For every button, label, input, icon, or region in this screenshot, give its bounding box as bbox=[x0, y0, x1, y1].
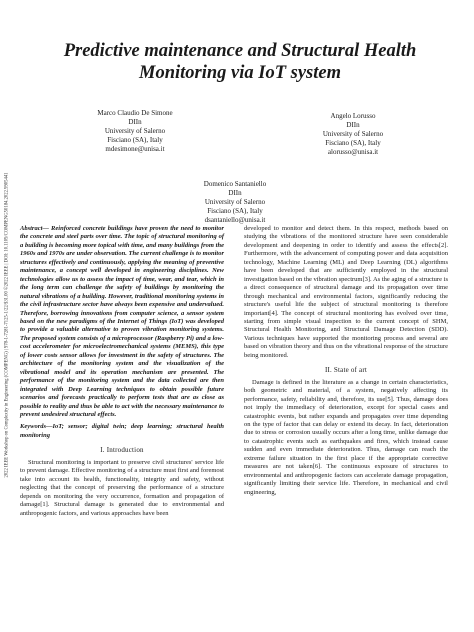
author-dept: DIIn bbox=[346, 121, 360, 129]
author-university: University of Salerno bbox=[204, 198, 266, 206]
body-paragraph: developed to monitor and detect them. In this respect, methods based on studying the vibrations of the monitored structure have seen considerable development and deepening in order to identify and assess the effects[2]. Furthermore, with the advancement of computing power and data acquisition technology, Machine Learning (ML) and Deep Learning (DL) algorithms have been developed that are sufficiently employed in the structural investigation based on the vibration spectrum[3]. As the aging of a structure is a direct consequence of structural damage and its propagation over time through mechanical and environmental factors, significantly reducing the structure's useful life the subject of structural monitoring is therefore important[4]. The concept of structural monitoring has evolved over time, starting from simple visual inspection to the current concept of SHM, Structural Health Monitoring, and Structural Damage Detection (SDD). Various techniques have supported the monitoring process and several are based on vibration theory and thus on the vibrational response of the structure being monitored. bbox=[244, 225, 448, 359]
author-block-2 bbox=[278, 112, 428, 157]
author-email: dsantaniello@unisa.it bbox=[204, 216, 266, 224]
author-email: mdesimone@unisa.it bbox=[105, 145, 165, 153]
author-dept: DIIn bbox=[228, 189, 242, 197]
author-university: University of Salerno bbox=[104, 127, 166, 135]
introduction-paragraph: Structural monitoring is important to preserve civil structures' service life to prevent damage. Effective monitoring of a structure must first and foremost take into account its health, functionality, integrity and safety, without neglecting that the concept of preserving the performance of a structure depends on monitoring the very occurrence, formation and propagation of damage[1]. Structural damage is generated due to environmental and anthropogenic factors, and various approaches have been bbox=[20, 458, 224, 517]
keywords: Keywords—IoT; sensor; digital twin; deep learning; structural health monitoring bbox=[20, 423, 224, 439]
author-city: Fisciano (SA), Italy bbox=[107, 136, 163, 144]
title-line-2: Monitoring via IoT system bbox=[139, 63, 341, 83]
author-block-1 bbox=[60, 109, 210, 154]
paper-title bbox=[40, 40, 440, 84]
author-name: Domenico Santaniello bbox=[203, 180, 267, 188]
section-heading-state-of-art: II. State of art bbox=[324, 366, 368, 375]
sidebar-citation bbox=[2, 90, 12, 560]
state-of-art-paragraph: Damage is defined in the literature as a change in certain characteristics, both geometric and material, of a system, negatively affecting its performance, safety, reliability and, therefore, its use[5]. Thus, damage does not imply the immediacy of deterioration, except for special cases and catastrophic events, but rather expands and propagates over time depending on the type of factor that can delay or extend its decay. In fact, deterioration due to stress or corrosion usually occurs after a long time, unlike damage due to catastrophic events such as earthquakes and fires, which instead cause sudden and even immediate deterioration. Thus, damage can reach the extreme failure situation in the first place if the appropriate corrective measures are not taken[6]. The continuous exposure of structures to environmental and anthropogenic factors can accelerate damage propagation, significantly limiting their service life. Therefore, in mechanical and civil engineering, bbox=[244, 378, 448, 496]
author-name: Angelo Lorusso bbox=[330, 112, 376, 120]
title-line-1: Predictive maintenance and Structural Health bbox=[63, 41, 417, 61]
citation-text: 2022 IEEE Workshop on Complexity in Engineering (COMPENG) | 978-1-7281-7125-1/22/$31.00 ©2022 IEEE | DOI: 10.1109/COMPENG50184.2022.9905441 bbox=[4, 172, 10, 478]
author-email: alorusso@unisa.it bbox=[327, 148, 379, 156]
author-university: University of Salerno bbox=[322, 130, 384, 138]
right-column bbox=[244, 225, 448, 497]
author-name: Marco Claudio De Simone bbox=[97, 109, 173, 117]
author-city: Fisciano (SA), Italy bbox=[207, 207, 263, 215]
author-dept: DIIn bbox=[128, 118, 142, 126]
left-column bbox=[20, 225, 224, 518]
section-heading-introduction: I. Introduction bbox=[100, 446, 144, 455]
author-block-3 bbox=[155, 180, 315, 225]
author-city: Fisciano (SA), Italy bbox=[325, 139, 381, 147]
abstract: Abstract— Reinforced concrete buildings have proven the need to monitor the concrete and steel parts over time. The topic of structural monitoring of a building is becoming more topical with time, and many buildings from the 1960s and 1970s are under observation. The current challenge is to monitor structures effectively and continuously, applying the meaning of preventive maintenance, a concept well developed in engineering disciplines. New technologies allow us to assess the impact of time, wear, and tear, which in the long term can challenge the safety of buildings by monitoring the natural vibrations of a building. However, traditional monitoring systems in the civil infrastructure sector have always been expensive and undervalued. Therefore, borrowing innovations from computer science, a sensor system based on the new paradigms of the Internet of Things (IoT) was developed to provide a valuable alternative to proven vibration monitoring systems. The proposed system consists of a microprocessor (Raspberry Pi) and a low-cost accelerometer for microelectromechanical systems (MEMS), this type of lower costs sensor allows for investment in the safety of structures. The architecture of the monitoring system and the visualization of the vibrational model and its operation mechanism are presented. The performance of the monitoring system and the data collected are then integrated with Deep Learning techniques to obtain possible future scenarios and forecasts practically to perform tests that are as close as possible to reality and thus be able to act with the necessary maintenance to prevent undesired structural effects. bbox=[20, 225, 224, 418]
